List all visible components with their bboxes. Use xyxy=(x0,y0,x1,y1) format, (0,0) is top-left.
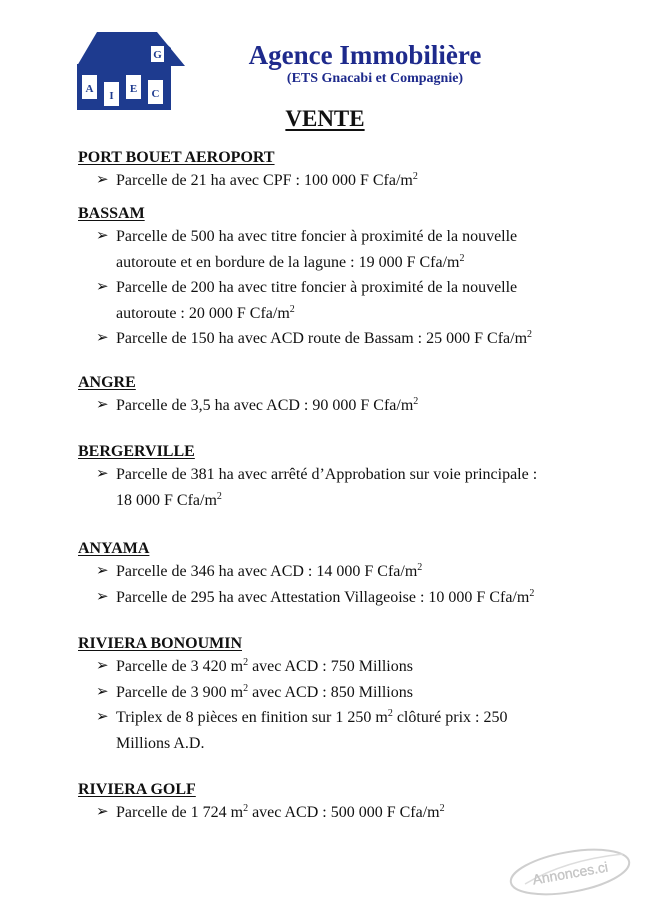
listing-item xyxy=(78,705,598,756)
listing-item xyxy=(78,654,598,680)
logo-letter: G xyxy=(153,49,162,61)
listing-line xyxy=(116,654,598,680)
listing-item xyxy=(78,168,598,194)
listing-text: Parcelle de 1 724 m xyxy=(116,804,244,821)
section-title: RIVIERA GOLF xyxy=(78,781,196,798)
listing-line xyxy=(116,250,598,276)
listing-item xyxy=(78,326,598,352)
listing-line xyxy=(116,462,598,488)
listing-text: Parcelle de 381 ha avec arrêté d’Approbation sur voie principale : xyxy=(116,466,538,483)
listing-item xyxy=(78,680,598,706)
listing-text: clôturé prix : 250 xyxy=(392,709,508,726)
listing-text: Parcelle de 3 900 m xyxy=(116,683,244,701)
listing-item xyxy=(78,275,598,326)
listing-text: Parcelle de 21 ha avec CPF : 100 000 F Cfa/m xyxy=(116,172,413,189)
unit-superscript: 2 xyxy=(216,490,222,502)
unit-superscript: 2 xyxy=(243,657,249,668)
listing-text: 18 000 F Cfa/m xyxy=(116,491,217,509)
arrowhead-bullet-icon: ➢ xyxy=(96,397,109,413)
watermark-logo xyxy=(505,840,635,900)
listing-text: autoroute : 20 000 F Cfa/m xyxy=(116,304,290,322)
agency-subtitle: (ETS Gnacabi et Compagnie) xyxy=(286,71,464,86)
arrowhead-bullet-icon: ➢ xyxy=(96,172,109,188)
listing-text: Parcelle de 200 ha avec titre foncier à proximité de la nouvelle xyxy=(116,279,518,296)
listing-item xyxy=(78,224,598,275)
section-title: ANGRE xyxy=(78,374,136,391)
unit-superscript: 2 xyxy=(527,329,533,340)
arrowhead-bullet-icon: ➢ xyxy=(96,563,109,579)
listing-line xyxy=(116,326,598,352)
listing-text: Parcelle de 295 ha avec Attestation Villageoise : 10 000 F Cfa/m xyxy=(116,588,530,606)
section-title: RIVIERA BONOUMIN xyxy=(78,635,243,652)
section-title: BASSAM xyxy=(78,205,145,222)
listing-item xyxy=(78,800,598,826)
listing-item xyxy=(78,585,598,611)
listing-text: avec ACD : 500 000 F Cfa/m xyxy=(248,804,440,821)
agency-logo xyxy=(73,28,187,114)
logo-letter: A xyxy=(85,83,94,95)
logo-letter: C xyxy=(151,88,160,100)
arrowhead-bullet-icon: ➢ xyxy=(96,709,109,725)
unit-superscript: 2 xyxy=(243,682,249,694)
logo-letter: I xyxy=(109,90,114,102)
unit-superscript: 2 xyxy=(413,396,419,407)
arrowhead-bullet-icon: ➢ xyxy=(96,228,109,244)
listing-item xyxy=(78,393,598,419)
arrowhead-bullet-icon: ➢ xyxy=(96,683,109,700)
section-title: PORT BOUET AEROPORT xyxy=(78,149,275,166)
arrowhead-bullet-icon: ➢ xyxy=(96,466,109,482)
page-title: VENTE xyxy=(285,106,365,131)
listing-text: Triplex de 8 pièces en finition sur 1 250 m xyxy=(116,709,388,726)
listing-line xyxy=(116,275,598,301)
listing-line xyxy=(116,168,598,194)
brand-header xyxy=(200,40,530,88)
listing-line xyxy=(116,585,598,611)
section-riviera-golf xyxy=(78,780,598,826)
section-riviera-bonoumin xyxy=(78,634,598,756)
listing-line xyxy=(116,393,598,419)
listing-text: autoroute et en bordure de la lagune : 19 000 F Cfa/m xyxy=(116,253,460,271)
arrowhead-bullet-icon: ➢ xyxy=(96,330,109,346)
listing-text: avec ACD : 750 Millions xyxy=(248,658,413,675)
section-anyama xyxy=(78,539,598,610)
listing-text: Millions A.D. xyxy=(116,734,205,752)
listing-line xyxy=(116,731,598,757)
unit-superscript: 2 xyxy=(417,562,423,573)
listing-line xyxy=(116,488,598,514)
unit-superscript: 2 xyxy=(289,303,295,315)
listing-line xyxy=(116,559,598,585)
arrowhead-bullet-icon: ➢ xyxy=(96,804,109,820)
unit-superscript: 2 xyxy=(459,252,465,264)
section-title: BERGERVILLE xyxy=(78,443,195,460)
logo-letter: E xyxy=(129,83,138,95)
arrowhead-bullet-icon: ➢ xyxy=(96,279,109,295)
agency-name: Agence Immobilière xyxy=(248,40,482,70)
unit-superscript: 2 xyxy=(243,803,249,814)
arrowhead-bullet-icon: ➢ xyxy=(96,588,109,605)
listing-line xyxy=(116,705,598,731)
listing-line xyxy=(116,224,598,250)
section-bassam xyxy=(78,204,598,352)
unit-superscript: 2 xyxy=(529,587,535,599)
section-port-bouet-aeroport xyxy=(78,148,598,194)
listing-line xyxy=(116,680,598,706)
listing-text: Parcelle de 346 ha avec ACD : 14 000 F Cfa/m xyxy=(116,563,418,580)
arrowhead-bullet-icon: ➢ xyxy=(96,658,109,674)
section-bergerville xyxy=(78,442,598,513)
unit-superscript: 2 xyxy=(412,171,418,182)
listing-line xyxy=(116,301,598,327)
listing-text: Parcelle de 150 ha avec ACD route de Bassam : 25 000 F Cfa/m xyxy=(116,330,528,347)
listing-text: Parcelle de 3 420 m xyxy=(116,658,244,675)
listing-item xyxy=(78,462,598,513)
listing-line xyxy=(116,800,598,826)
listing-text: Parcelle de 500 ha avec titre foncier à proximité de la nouvelle xyxy=(116,228,518,245)
section-angre xyxy=(78,373,598,419)
watermark-text: Annonces.ci xyxy=(531,858,610,888)
listing-text: avec ACD : 850 Millions xyxy=(248,683,413,701)
unit-superscript: 2 xyxy=(387,708,393,719)
section-title: ANYAMA xyxy=(78,540,150,557)
listing-text: Parcelle de 3,5 ha avec ACD : 90 000 F Cfa/m xyxy=(116,397,414,414)
unit-superscript: 2 xyxy=(439,803,445,814)
listing-item xyxy=(78,559,598,585)
